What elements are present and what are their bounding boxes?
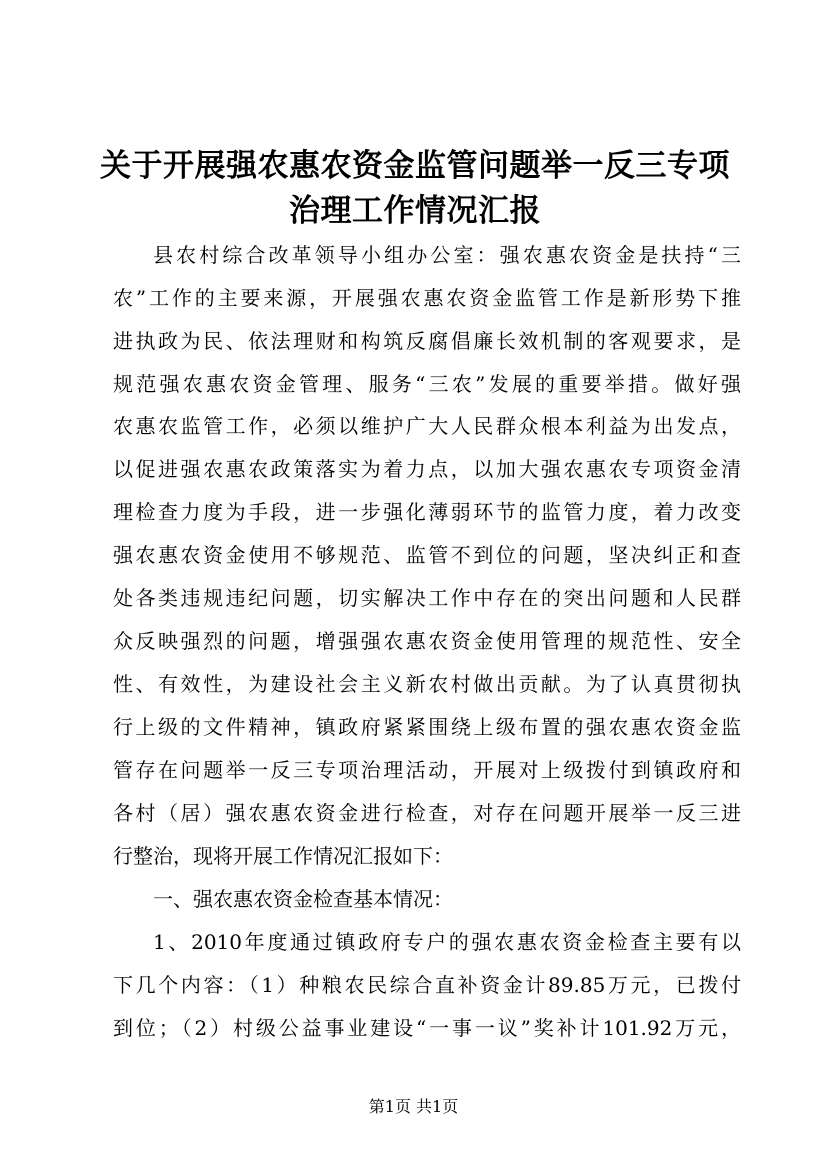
body-line-9: 处各类违规违纪问题，切实解决工作中存在的突出问题和人民群 [113,586,741,610]
page-footer: 第1页 共1页 [368,1097,459,1116]
document-title-line-1: 关于开展强农惠农资金监管问题举一反三专项 [100,148,730,184]
document-title-line-2: 治理工作情况汇报 [289,193,541,229]
body-line-3: 进执政为民、依法理财和构筑反腐倡廉长效机制的客观要求，是 [113,329,741,353]
body-line-12: 行上级的文件精神，镇政府紧紧围绕上级布置的强农惠农资金监 [113,715,741,739]
body-line-18: 下几个内容：（1）种粮农民综合直补资金计89.85万元，已拨付 [113,973,741,997]
body-line-7: 理检查力度为手段，进一步强化薄弱环节的监管力度，着力改变 [113,500,741,524]
body-line-4: 规范强农惠农资金管理、服务“三农”发展的重要举措。做好强 [113,372,741,396]
section-heading-1: 一、强农惠农资金检查基本情况： [153,887,453,911]
body-line-13: 管存在问题举一反三专项治理活动，开展对上级拨付到镇政府和 [113,758,741,782]
body-line-15: 行整治，现将开展工作情况汇报如下： [113,844,453,868]
body-line-10: 众反映强烈的问题，增强强农惠农资金使用管理的规范性、安全 [113,629,741,653]
body-line-19: 到位；（2）村级公益事业建设“一事一议”奖补计101.92万元， [113,1016,741,1040]
body-line-1: 县农村综合改革领导小组办公室：强农惠农资金是扶持“三 [153,243,741,267]
body-line-8: 强农惠农资金使用不够规范、监管不到位的问题，坚决纠正和查 [113,543,741,567]
body-line-11: 性、有效性，为建设社会主义新农村做出贡献。为了认真贯彻执 [113,672,741,696]
body-line-14: 各村（居）强农惠农资金进行检查，对存在问题开展举一反三进 [113,801,741,825]
body-line-2: 农”工作的主要来源，开展强农惠农资金监管工作是新形势下推 [113,286,741,310]
body-line-5: 农惠农监管工作，必须以维护广大人民群众根本利益为出发点， [113,414,741,438]
body-line-6: 以促进强农惠农政策落实为着力点，以加大强农惠农专项资金清 [113,457,741,481]
body-line-17: 1、2010年度通过镇政府专户的强农惠农资金检查主要有以 [153,930,741,954]
